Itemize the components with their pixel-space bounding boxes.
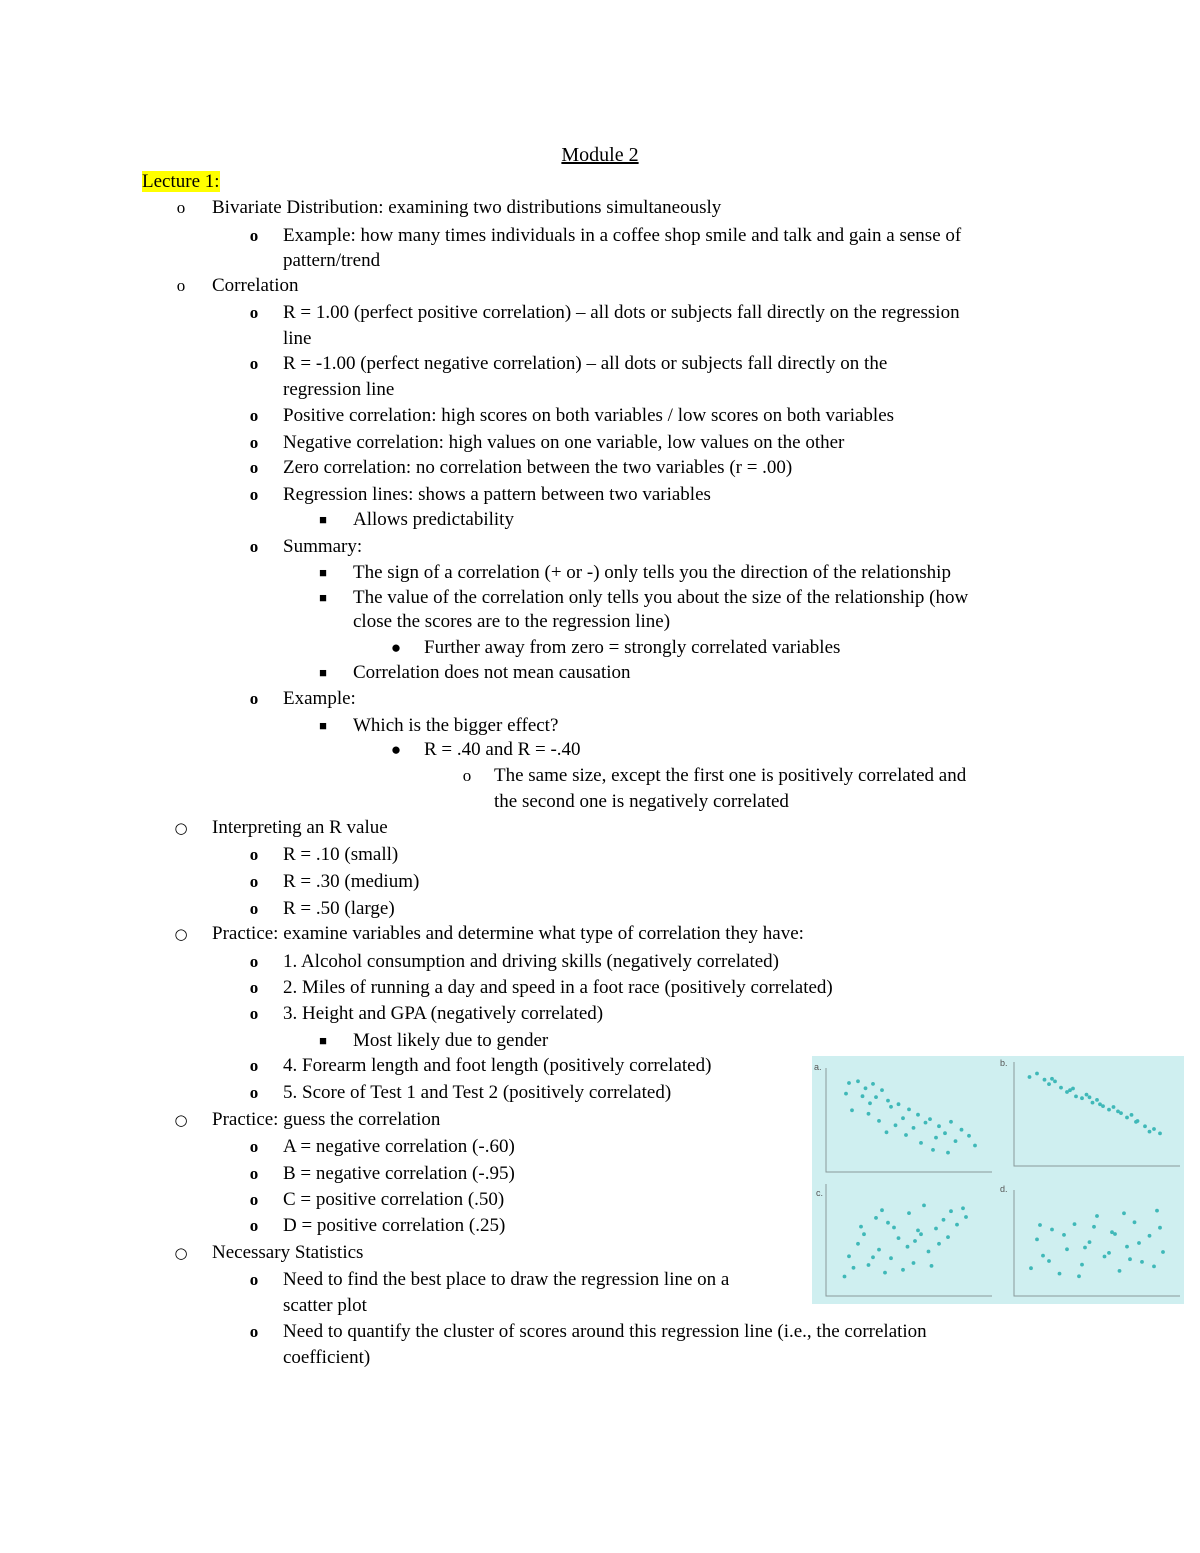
scatter-point: [1107, 1108, 1111, 1112]
scatter-point: [1148, 1130, 1152, 1134]
scatter-point: [946, 1151, 950, 1155]
bullet-circle: ○: [174, 1111, 188, 1129]
bullet-practice-1: 1. Alcohol consumption and driving skills (negatively correlated): [283, 951, 780, 972]
scatter-point: [856, 1079, 860, 1083]
bullet-circle-bold: o: [249, 433, 259, 452]
bullet-necessary: Necessary Statistics: [212, 1242, 364, 1263]
scatter-point: [955, 1223, 959, 1227]
scatter-point: [1050, 1228, 1054, 1232]
scatter-point: [874, 1095, 878, 1099]
bullet-dot: ●: [390, 740, 402, 759]
bullet-circle-bold: o: [249, 1164, 259, 1183]
scatter-point: [907, 1108, 911, 1112]
scatter-point: [1128, 1257, 1132, 1261]
bullet-need-1: Need to find the best place to draw the regression line on a: [283, 1269, 730, 1290]
bullet-bivariate: Bivariate Distribution: examining two distributions simultaneously: [212, 197, 722, 218]
scatter-point: [1134, 1120, 1138, 1124]
bullet-regression-lines: Regression lines: shows a pattern between two variables: [283, 484, 711, 505]
scatter-point: [880, 1088, 884, 1092]
bullet-circle-bold: o: [249, 458, 259, 477]
scatter-point: [1062, 1233, 1066, 1237]
scatter-point: [946, 1235, 950, 1239]
bullet-circle: ○: [174, 925, 188, 943]
bullet-circle: o: [462, 766, 472, 785]
scatter-point: [916, 1113, 920, 1117]
bullet-guess-a: A = negative correlation (-.60): [283, 1136, 515, 1157]
scatter-point: [1029, 1266, 1033, 1270]
scatter-point: [1074, 1095, 1078, 1099]
bullet-r-40: R = .40 and R = -.40: [424, 739, 581, 760]
bullet-circle-bold: o: [249, 1083, 259, 1102]
scatter-panel-c: [816, 1184, 992, 1296]
bullet-r-negative-cont: regression line: [283, 379, 395, 400]
lecture-heading: [142, 170, 220, 194]
bullet-circle-bold: o: [249, 1056, 259, 1075]
bullet-circle-bold: o: [249, 537, 259, 556]
bullet-need-1-cont: scatter plot: [283, 1295, 367, 1316]
bullet-correlation: Correlation: [212, 275, 299, 296]
scatter-point: [847, 1081, 851, 1085]
scatter-point: [1059, 1086, 1063, 1090]
scatter-point: [937, 1124, 941, 1128]
scatter-point: [901, 1116, 905, 1120]
bullet-circle: ○: [174, 1244, 188, 1262]
bullet-same-size: The same size, except the first one is positively correlated and: [494, 765, 967, 786]
bullet-need-2-cont: coefficient): [283, 1347, 371, 1368]
scatter-point: [1092, 1225, 1096, 1229]
scatter-point: [943, 1131, 947, 1135]
panel-label-d: d.: [1000, 1184, 1008, 1194]
bullet-circle: o: [176, 276, 186, 295]
bullet-circle-bold: o: [249, 872, 259, 891]
bullet-r-10: R = .10 (small): [283, 844, 399, 865]
bullet-circle-bold: o: [249, 952, 259, 971]
scatter-point: [897, 1236, 901, 1240]
scatter-point: [1125, 1116, 1129, 1120]
scatter-point: [1152, 1127, 1156, 1131]
scatter-point: [856, 1242, 860, 1246]
scatter-point: [1073, 1222, 1077, 1226]
bullet-dot: ●: [390, 638, 402, 657]
scatter-point: [1148, 1234, 1152, 1238]
scatter-point: [901, 1268, 905, 1272]
bullet-circle-bold: o: [249, 354, 259, 373]
scatter-point: [1130, 1113, 1134, 1117]
scatter-point: [1088, 1240, 1092, 1244]
scatter-point: [874, 1216, 878, 1220]
scatter-plots-svg: [812, 1056, 1184, 1304]
scatter-point: [1161, 1250, 1165, 1254]
scatter-point: [897, 1102, 901, 1106]
scatter-point: [1133, 1220, 1137, 1224]
bullet-example-coffee: Example: how many times individuals in a coffee shop smile and talk and gain a sense of: [283, 225, 962, 246]
scatter-point: [960, 1128, 964, 1132]
scatter-point: [1095, 1098, 1099, 1102]
scatter-point: [1155, 1209, 1159, 1213]
scatter-point: [1068, 1088, 1072, 1092]
bullet-circle-bold: o: [249, 226, 259, 245]
scatter-point: [861, 1094, 865, 1098]
scatter-point: [877, 1248, 881, 1252]
scatter-point: [871, 1255, 875, 1259]
bullet-interpreting: Interpreting an R value: [212, 817, 388, 838]
scatter-point: [892, 1226, 896, 1230]
bullet-r-positive: R = 1.00 (perfect positive correlation) – all dots or subjects fall directly on the regression: [283, 302, 960, 323]
bullet-guess-d: D = positive correlation (.25): [283, 1215, 506, 1236]
scatter-point: [1065, 1247, 1069, 1251]
bullet-r-negative: R = -1.00 (perfect negative correlation) – all dots or subjects fall directly on the: [283, 353, 888, 374]
scatter-point: [862, 1232, 866, 1236]
scatter-point: [1058, 1272, 1062, 1276]
bullet-positive-correlation: Positive correlation: high scores on both variables / low scores on both variables: [283, 405, 895, 426]
scatter-point: [930, 1264, 934, 1268]
bullet-practice-guess: Practice: guess the correlation: [212, 1109, 441, 1130]
scatter-point: [1028, 1075, 1032, 1079]
scatter-point: [1158, 1226, 1162, 1230]
scatter-point: [931, 1148, 935, 1152]
scatter-point: [949, 1120, 953, 1124]
scatter-point: [928, 1117, 932, 1121]
bullet-sign: The sign of a correlation (+ or -) only tells you the direction of the relationship: [353, 562, 951, 583]
lecture-label: Lecture 1:: [142, 171, 220, 192]
bullet-summary: Summary:: [283, 536, 363, 557]
bullet-square: ■: [319, 565, 327, 580]
scatter-point: [1047, 1259, 1051, 1263]
bullet-practice-3: 3. Height and GPA (negatively correlated): [283, 1003, 604, 1024]
scatter-point: [922, 1204, 926, 1208]
scatter-point: [1112, 1105, 1116, 1109]
scatter-point: [913, 1239, 917, 1243]
scatter-point: [867, 1112, 871, 1116]
panel-label-a: a.: [814, 1062, 822, 1072]
bullet-square: ■: [319, 718, 327, 733]
bullet-circle-bold: o: [249, 303, 259, 322]
bullet-same-size-cont: the second one is negatively correlated: [494, 791, 789, 812]
scatter-point: [906, 1245, 910, 1249]
scatter-point: [850, 1108, 854, 1112]
scatter-point: [912, 1261, 916, 1265]
bullet-circle-bold: o: [249, 1270, 259, 1289]
scatter-point: [1077, 1274, 1081, 1278]
scatter-point: [885, 1130, 889, 1134]
scatter-point: [886, 1099, 890, 1103]
bullet-gender: Most likely due to gender: [353, 1030, 549, 1051]
scatter-plots-figure: [812, 1056, 1184, 1304]
bullet-circle-bold: o: [249, 1322, 259, 1341]
scatter-point: [889, 1105, 893, 1109]
scatter-point: [859, 1225, 863, 1229]
bullet-r-50: R = .50 (large): [283, 898, 395, 919]
scatter-point: [1113, 1232, 1117, 1236]
scatter-point: [1080, 1096, 1084, 1100]
scatter-point: [847, 1254, 851, 1258]
scatter-panel-b: [1000, 1058, 1180, 1166]
scatter-point: [889, 1256, 893, 1260]
scatter-point: [961, 1206, 965, 1210]
scatter-point: [843, 1275, 847, 1279]
scatter-point: [867, 1263, 871, 1267]
scatter-point: [1116, 1110, 1120, 1114]
bullet-circle-bold: o: [249, 1004, 259, 1023]
bullet-circle-bold: o: [249, 1137, 259, 1156]
scatter-point: [1107, 1251, 1111, 1255]
scatter-point: [949, 1209, 953, 1213]
bullet-square: ■: [319, 1033, 327, 1048]
bullet-predictability: Allows predictability: [353, 509, 514, 530]
scatter-point: [1122, 1211, 1126, 1215]
bullet-circle-bold: o: [249, 1190, 259, 1209]
bullet-circle-bold: o: [249, 899, 259, 918]
scatter-point: [973, 1144, 977, 1148]
bullet-r-positive-cont: line: [283, 328, 312, 349]
scatter-point: [942, 1218, 946, 1222]
scatter-point: [934, 1227, 938, 1231]
scatter-point: [1103, 1255, 1107, 1259]
bullet-zero-correlation: Zero correlation: no correlation between the two variables (r = .00): [283, 457, 793, 478]
scatter-point: [1083, 1246, 1087, 1250]
scatter-point: [1143, 1124, 1147, 1128]
scatter-point: [964, 1215, 968, 1219]
scatter-point: [954, 1139, 958, 1143]
scatter-point: [894, 1123, 898, 1127]
scatter-point: [919, 1141, 923, 1145]
scatter-panel-d: [1000, 1184, 1180, 1296]
bullet-circle-bold: o: [249, 978, 259, 997]
bullet-value: The value of the correlation only tells you about the size of the relationship (how: [353, 587, 969, 608]
panel-axes-a: [826, 1068, 992, 1172]
bullet-example: Example:: [283, 688, 356, 709]
bullet-negative-correlation: Negative correlation: high values on one variable, low values on the other: [283, 432, 845, 453]
scatter-point: [1095, 1214, 1099, 1218]
scatter-point: [904, 1133, 908, 1137]
bullet-guess-b: B = negative correlation (-.95): [283, 1163, 515, 1184]
bullet-further-away: Further away from zero = strongly correlated variables: [424, 637, 841, 658]
bullet-circle-bold: o: [249, 406, 259, 425]
bullet-causation: Correlation does not mean causation: [353, 662, 631, 683]
bullet-example-coffee-cont: pattern/trend: [283, 250, 381, 271]
bullet-square: ■: [319, 665, 327, 680]
bullet-circle-bold: o: [249, 1216, 259, 1235]
page-title: Module 2: [561, 144, 639, 166]
bullet-square: ■: [319, 512, 327, 527]
scatter-point: [934, 1136, 938, 1140]
scatter-point: [1085, 1093, 1089, 1097]
scatter-point: [1088, 1095, 1092, 1099]
scatter-point: [880, 1208, 884, 1212]
scatter-point: [1035, 1072, 1039, 1076]
bullet-value-cont: close the scores are to the regression line): [353, 611, 671, 632]
scatter-point: [1158, 1132, 1162, 1136]
scatter-point: [844, 1092, 848, 1096]
scatter-point: [883, 1271, 887, 1275]
scatter-point: [877, 1119, 881, 1123]
scatter-point: [1050, 1077, 1054, 1081]
bullet-practice-5: 5. Score of Test 1 and Test 2 (positively correlated): [283, 1082, 672, 1103]
bullet-square: ■: [319, 590, 327, 605]
scatter-point: [1140, 1260, 1144, 1264]
scatter-point: [1041, 1254, 1045, 1258]
scatter-point: [937, 1242, 941, 1246]
scatter-point: [868, 1101, 872, 1105]
scatter-point: [912, 1126, 916, 1130]
scatter-point: [919, 1232, 923, 1236]
scatter-point: [1118, 1269, 1122, 1273]
bullet-circle: ○: [174, 819, 188, 837]
bullet-circle: o: [176, 198, 186, 217]
bullet-practice-2: 2. Miles of running a day and speed in a foot race (positively correlated): [283, 977, 833, 998]
bullet-need-2: Need to quantify the cluster of scores around this regression line (i.e., the correlation: [283, 1321, 927, 1342]
scatter-point: [924, 1121, 928, 1125]
scatter-point: [1080, 1263, 1084, 1267]
scatter-point: [916, 1229, 920, 1233]
panel-label-c: c.: [816, 1188, 824, 1198]
scatter-point: [1053, 1080, 1057, 1084]
scatter-point: [1091, 1101, 1095, 1105]
scatter-point: [907, 1211, 911, 1215]
scatter-point: [927, 1250, 931, 1254]
panel-axes-d: [1014, 1190, 1180, 1296]
scatter-point: [864, 1086, 868, 1090]
panel-axes-c: [826, 1184, 992, 1296]
scatter-point: [1038, 1223, 1042, 1227]
bullet-practice-examine: Practice: examine variables and determine what type of correlation they have:: [212, 923, 804, 944]
bullet-bigger-effect: Which is the bigger effect?: [353, 715, 559, 736]
scatter-point: [1035, 1238, 1039, 1242]
scatter-point: [1047, 1082, 1051, 1086]
scatter-point: [852, 1266, 856, 1270]
panel-axes-b: [1014, 1062, 1180, 1166]
scatter-point: [871, 1082, 875, 1086]
scatter-point: [967, 1134, 971, 1138]
bullet-circle-bold: o: [249, 689, 259, 708]
scatter-point: [886, 1221, 890, 1225]
scatter-point: [1152, 1265, 1156, 1269]
bullet-practice-4: 4. Forearm length and foot length (positively correlated): [283, 1055, 712, 1076]
scatter-panel-a: [814, 1062, 992, 1172]
scatter-point: [1098, 1102, 1102, 1106]
scatter-point: [1043, 1078, 1047, 1082]
bullet-circle-bold: o: [249, 485, 259, 504]
bullet-circle-bold: o: [249, 845, 259, 864]
scatter-point: [1137, 1241, 1141, 1245]
bullet-r-30: R = .30 (medium): [283, 871, 420, 892]
bullet-guess-c: C = positive correlation (.50): [283, 1189, 505, 1210]
scatter-point: [1125, 1245, 1129, 1249]
panel-label-b: b.: [1000, 1058, 1008, 1068]
